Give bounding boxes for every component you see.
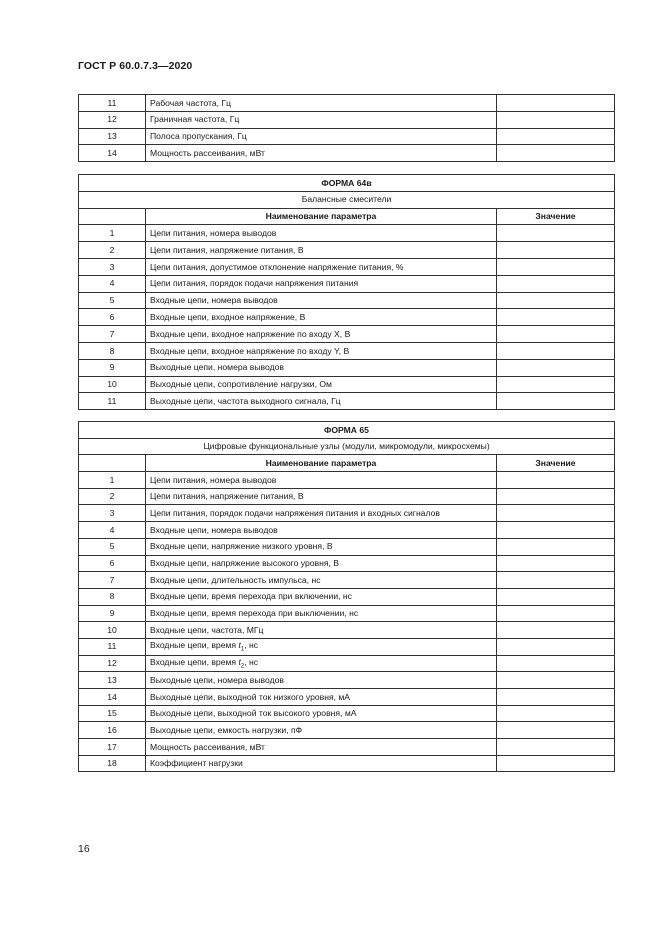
column-header-name: Наименование параметра [146, 208, 497, 225]
table-row [79, 393, 615, 410]
table-row [79, 342, 615, 359]
parameter-name: Входные цепи, частота, МГц [146, 622, 497, 639]
table-continued [78, 94, 615, 162]
row-number: 4 [79, 275, 146, 292]
row-number: 14 [79, 689, 146, 706]
parameter-value [497, 488, 615, 505]
parameter-value [497, 672, 615, 689]
parameter-name: Цепи питания, напряжение питания, В [146, 242, 497, 259]
row-number: 15 [79, 705, 146, 722]
row-number: 9 [79, 359, 146, 376]
parameter-name: Входные цепи, напряжение низкого уровня, В [146, 538, 497, 555]
form-subtitle: Балансные смесители [79, 191, 615, 208]
column-header-num [79, 208, 146, 225]
row-number: 8 [79, 342, 146, 359]
column-header-row [79, 208, 615, 225]
row-number: 4 [79, 522, 146, 539]
table-row [79, 128, 615, 145]
parameter-name: Цепи питания, номера выводов [146, 225, 497, 242]
parameter-value [497, 622, 615, 639]
row-number: 10 [79, 376, 146, 393]
parameter-value [497, 722, 615, 739]
parameter-value [497, 689, 615, 706]
table-row [79, 588, 615, 605]
parameter-value [497, 111, 615, 128]
row-number: 5 [79, 538, 146, 555]
parameter-name: Цепи питания, порядок подачи напряжения питания и входных сигналов [146, 505, 497, 522]
parameter-value [497, 342, 615, 359]
parameter-value [497, 376, 615, 393]
table-row [79, 638, 615, 655]
row-number: 11 [79, 95, 146, 112]
parameter-value [497, 705, 615, 722]
parameter-value [497, 393, 615, 410]
table-row [79, 672, 615, 689]
parameter-name: Входные цепи, длительность импульса, нс [146, 572, 497, 589]
parameter-value [497, 359, 615, 376]
table-row [79, 359, 615, 376]
parameter-name: Выходные цепи, емкость нагрузки, пФ [146, 722, 497, 739]
form-64v-table [78, 174, 615, 410]
parameter-value [497, 292, 615, 309]
row-number: 13 [79, 672, 146, 689]
table-row [79, 488, 615, 505]
row-number: 11 [79, 393, 146, 410]
row-number: 5 [79, 292, 146, 309]
table-row [79, 522, 615, 539]
row-number: 11 [79, 638, 146, 655]
column-header-name: Наименование параметра [146, 455, 497, 472]
form-title: ФОРМА 65 [79, 422, 615, 439]
table-row [79, 555, 615, 572]
table-row [79, 722, 615, 739]
row-number: 9 [79, 605, 146, 622]
table-row [79, 292, 615, 309]
parameter-value [497, 242, 615, 259]
parameter-value [497, 326, 615, 343]
row-number: 7 [79, 326, 146, 343]
parameter-name: Входные цепи, время $t_1$, нс [146, 638, 497, 655]
parameter-name: Выходные цепи, частота выходного сигнала, Гц [146, 393, 497, 410]
table-row [79, 505, 615, 522]
page-number: 16 [78, 843, 90, 855]
table-row [79, 111, 615, 128]
table-row [79, 705, 615, 722]
parameter-name: Мощность рассеивания, мВт [146, 145, 497, 162]
parameter-value [497, 472, 615, 489]
parameter-name: Входные цепи, время перехода при выключении, нс [146, 605, 497, 622]
column-header-value: Значение [497, 208, 615, 225]
parameter-name: Выходные цепи, выходной ток низкого уровня, мА [146, 689, 497, 706]
parameter-name: Выходные цепи, сопротивление нагрузки, Ом [146, 376, 497, 393]
parameter-name: Входные цепи, номера выводов [146, 522, 497, 539]
row-number: 1 [79, 225, 146, 242]
parameter-name: Цепи питания, порядок подачи напряжения питания [146, 275, 497, 292]
form-title: ФОРМА 64в [79, 175, 615, 192]
parameter-value [497, 755, 615, 772]
row-number: 2 [79, 242, 146, 259]
table-row [79, 739, 615, 756]
form-title-row [79, 175, 615, 192]
parameter-value [497, 555, 615, 572]
parameter-value [497, 95, 615, 112]
row-number: 14 [79, 145, 146, 162]
parameter-value [497, 572, 615, 589]
parameter-value [497, 309, 615, 326]
table-row [79, 755, 615, 772]
table-row [79, 309, 615, 326]
column-header-num [79, 455, 146, 472]
table-row [79, 225, 615, 242]
table-row [79, 258, 615, 275]
row-number: 13 [79, 128, 146, 145]
parameter-value [497, 505, 615, 522]
parameter-name: Выходные цепи, номера выводов [146, 672, 497, 689]
row-number: 2 [79, 488, 146, 505]
table-row [79, 538, 615, 555]
parameter-value [497, 145, 615, 162]
parameter-value [497, 522, 615, 539]
parameter-name: Входные цепи, входное напряжение, В [146, 309, 497, 326]
table-row [79, 275, 615, 292]
row-number: 6 [79, 309, 146, 326]
parameter-value [497, 225, 615, 242]
parameter-name: Входные цепи, входное напряжение по входу X, В [146, 326, 497, 343]
row-number: 7 [79, 572, 146, 589]
table-row [79, 605, 615, 622]
row-number: 17 [79, 739, 146, 756]
parameter-name: Входные цепи, время перехода при включении, нс [146, 588, 497, 605]
parameter-name: Входные цепи, номера выводов [146, 292, 497, 309]
row-number: 8 [79, 588, 146, 605]
row-number: 6 [79, 555, 146, 572]
parameter-value [497, 538, 615, 555]
parameter-value [497, 655, 615, 672]
form-subtitle: Цифровые функциональные узлы (модули, микромодули, микросхемы) [79, 438, 615, 455]
parameter-value [497, 605, 615, 622]
parameter-name: Входные цепи, время $t_2$, нс [146, 655, 497, 672]
form-subtitle-row [79, 191, 615, 208]
row-number: 18 [79, 755, 146, 772]
parameter-name: Выходные цепи, выходной ток высокого уровня, мА [146, 705, 497, 722]
parameter-name: Полоса пропускания, Гц [146, 128, 497, 145]
parameter-value [497, 275, 615, 292]
parameter-value [497, 258, 615, 275]
row-number: 3 [79, 505, 146, 522]
form-65-table [78, 421, 615, 772]
row-number: 12 [79, 655, 146, 672]
parameter-name: Цепи питания, номера выводов [146, 472, 497, 489]
row-number: 3 [79, 258, 146, 275]
parameter-name: Входные цепи, входное напряжение по входу Y, В [146, 342, 497, 359]
row-number: 12 [79, 111, 146, 128]
row-number: 16 [79, 722, 146, 739]
table-row [79, 95, 615, 112]
form-subtitle-row [79, 438, 615, 455]
table-row [79, 472, 615, 489]
column-header-value: Значение [497, 455, 615, 472]
form-title-row [79, 422, 615, 439]
table-row [79, 376, 615, 393]
table-row [79, 622, 615, 639]
parameter-value [497, 128, 615, 145]
parameter-name: Рабочая частота, Гц [146, 95, 497, 112]
parameter-name: Граничная частота, Гц [146, 111, 497, 128]
table-row [79, 655, 615, 672]
row-number: 10 [79, 622, 146, 639]
parameter-name: Входные цепи, напряжение высокого уровня, В [146, 555, 497, 572]
table-row [79, 145, 615, 162]
row-number: 1 [79, 472, 146, 489]
parameter-name: Цепи питания, допустимое отклонение напряжение питания, % [146, 258, 497, 275]
table-row [79, 572, 615, 589]
parameter-name: Выходные цепи, номера выводов [146, 359, 497, 376]
parameter-name: Мощность рассеивания, мВт [146, 739, 497, 756]
parameter-value [497, 588, 615, 605]
parameter-name: Коэффициент нагрузки [146, 755, 497, 772]
table-row [79, 242, 615, 259]
table-row [79, 326, 615, 343]
parameter-value [497, 739, 615, 756]
document-code: ГОСТ Р 60.0.7.3—2020 [78, 60, 193, 72]
parameter-name: Цепи питания, напряжение питания, В [146, 488, 497, 505]
parameter-value [497, 638, 615, 655]
table-row [79, 689, 615, 706]
column-header-row [79, 455, 615, 472]
